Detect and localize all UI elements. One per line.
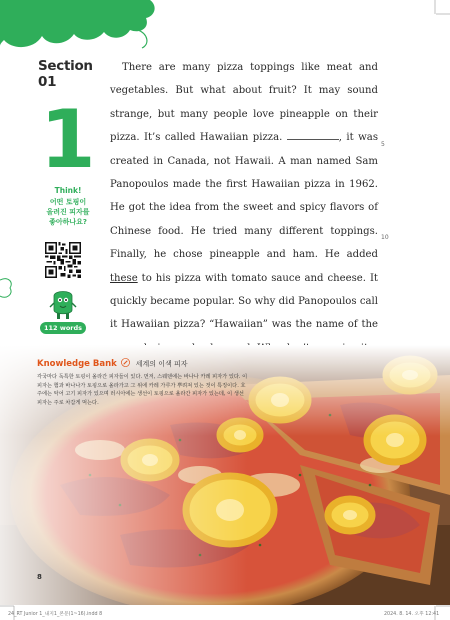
line-number: 5: [381, 141, 385, 148]
cloud-decoration-icon: [0, 270, 20, 300]
print-footer-file: 24_RT Junior 1_내지1_본문(1~16).indd 8: [8, 612, 103, 617]
knowledge-bank-subtitle: 세계의 이색 피자: [135, 360, 188, 368]
cloud-decoration-icon: [0, 0, 160, 60]
line-number: 10: [381, 234, 389, 241]
underlined-word: these: [110, 272, 138, 284]
qr-code-icon[interactable]: [45, 242, 81, 278]
think-box: [28, 186, 108, 227]
answer-blank[interactable]: [287, 131, 339, 140]
knowledge-bank-header: [37, 358, 267, 370]
passage-text: There are many pizza toppings like meat and vegetables. But what about fruit? It may sound strange, but many people love pineapple on their pizza. It’s called Hawaiian pizza.: [110, 62, 378, 144]
section-label: [38, 58, 98, 90]
print-footer-timestamp: 2024. 8. 14. 오후 12:41: [384, 612, 440, 617]
section-label-title: Section: [38, 58, 93, 74]
section-label-number: 01: [38, 74, 57, 90]
word-count-badge: 112 words: [40, 322, 86, 334]
think-title: Think!: [54, 186, 82, 195]
knowledge-bank: [37, 358, 267, 407]
passage-text: , it was created in Canada, not Hawaii. A man named Sam Panopoulos made the first Hawaiian pizza in 1962. He got the idea from the sweet and spicy flavors of Chinese food. He tried many different toppings. Finally, he chose pineapple and ham. He added: [110, 132, 378, 261]
think-line: 어떤 토핑이: [49, 198, 87, 206]
pencil-icon: [121, 358, 130, 367]
passage-text: to his pizza with tomato sauce and cheese. It quickly became popular. So why did Panopoulos call it Hawaiian pizza? “Hawaiian” was the name of the: [110, 272, 378, 331]
unit-number: 1: [40, 93, 96, 186]
page-number: 8: [37, 573, 42, 581]
knowledge-bank-body: 각국마다 독특한 토핑이 올라간 피자들이 있다. 먼저, 스웨덴에는 바나나 카레 피자가 있다. 이 피자는 햄과 바나나가 토핑으로 올라가고 그 위에 카레 가루가 뿌려져 있는 것이 특징이다. 호주에는 악어 고기 피자가 있으며 러시아에는 생선이 토핑으로 올라간 피자가 있는데, 이 생선 피자는 주로 차갑게 먹는다.: [37, 374, 248, 406]
think-line: 좋아하나요?: [49, 218, 87, 226]
reading-passage: [110, 56, 378, 384]
think-line: 올려진 피자를: [46, 208, 90, 216]
mascot-icon: [48, 288, 78, 322]
knowledge-bank-title: Knowledge Bank: [37, 359, 117, 369]
